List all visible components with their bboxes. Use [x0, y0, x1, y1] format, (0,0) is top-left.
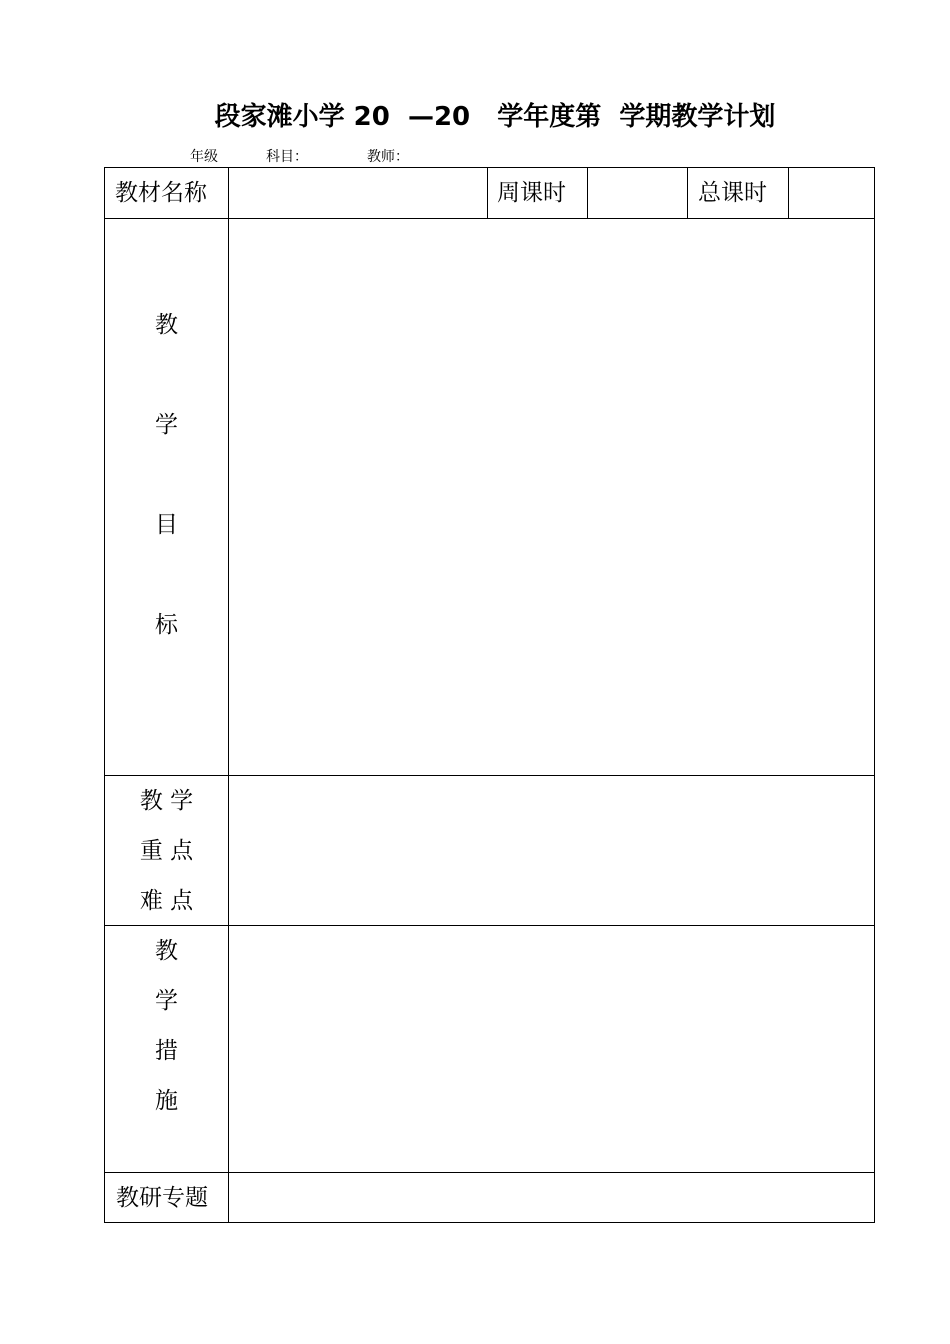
textbook-name-label: 教材名称: [115, 180, 207, 206]
key-points-label-line: 难 点: [139, 888, 194, 914]
key-points-field[interactable]: [229, 776, 874, 925]
measures-label-char: 教: [155, 938, 178, 964]
goals-label-char: 教: [155, 312, 178, 338]
teaching-goals-field[interactable]: [229, 219, 874, 775]
grade-label: 年级: [190, 149, 218, 165]
page-title: 段家滩小学 20 —20 学年度第 学期教学计划: [214, 102, 776, 132]
research-topic-label: 教研专题: [116, 1185, 208, 1211]
teacher-label: 教师：: [367, 149, 409, 165]
weekly-hours-field[interactable]: [588, 168, 687, 218]
column-divider: [487, 168, 488, 218]
total-hours-field[interactable]: [789, 168, 874, 218]
column-divider: [687, 168, 688, 218]
subject-label: 科目：: [266, 149, 308, 165]
total-hours-label: 总课时: [698, 180, 767, 206]
key-points-label-line: 重 点: [139, 838, 194, 864]
measures-label-char: 学: [155, 988, 178, 1014]
weekly-hours-label: 周课时: [497, 180, 566, 206]
measures-label-char: 措: [155, 1038, 178, 1064]
goals-label-char: 标: [155, 612, 178, 638]
goals-label-char: 目: [155, 512, 178, 538]
teaching-measures-field[interactable]: [229, 926, 874, 1172]
key-points-label-line: 教 学: [139, 788, 194, 814]
textbook-name-field[interactable]: [229, 168, 487, 218]
measures-label-char: 施: [155, 1088, 178, 1114]
plan-table: [104, 167, 875, 1223]
goals-label-char: 学: [155, 412, 178, 438]
research-topic-field[interactable]: [229, 1173, 874, 1222]
